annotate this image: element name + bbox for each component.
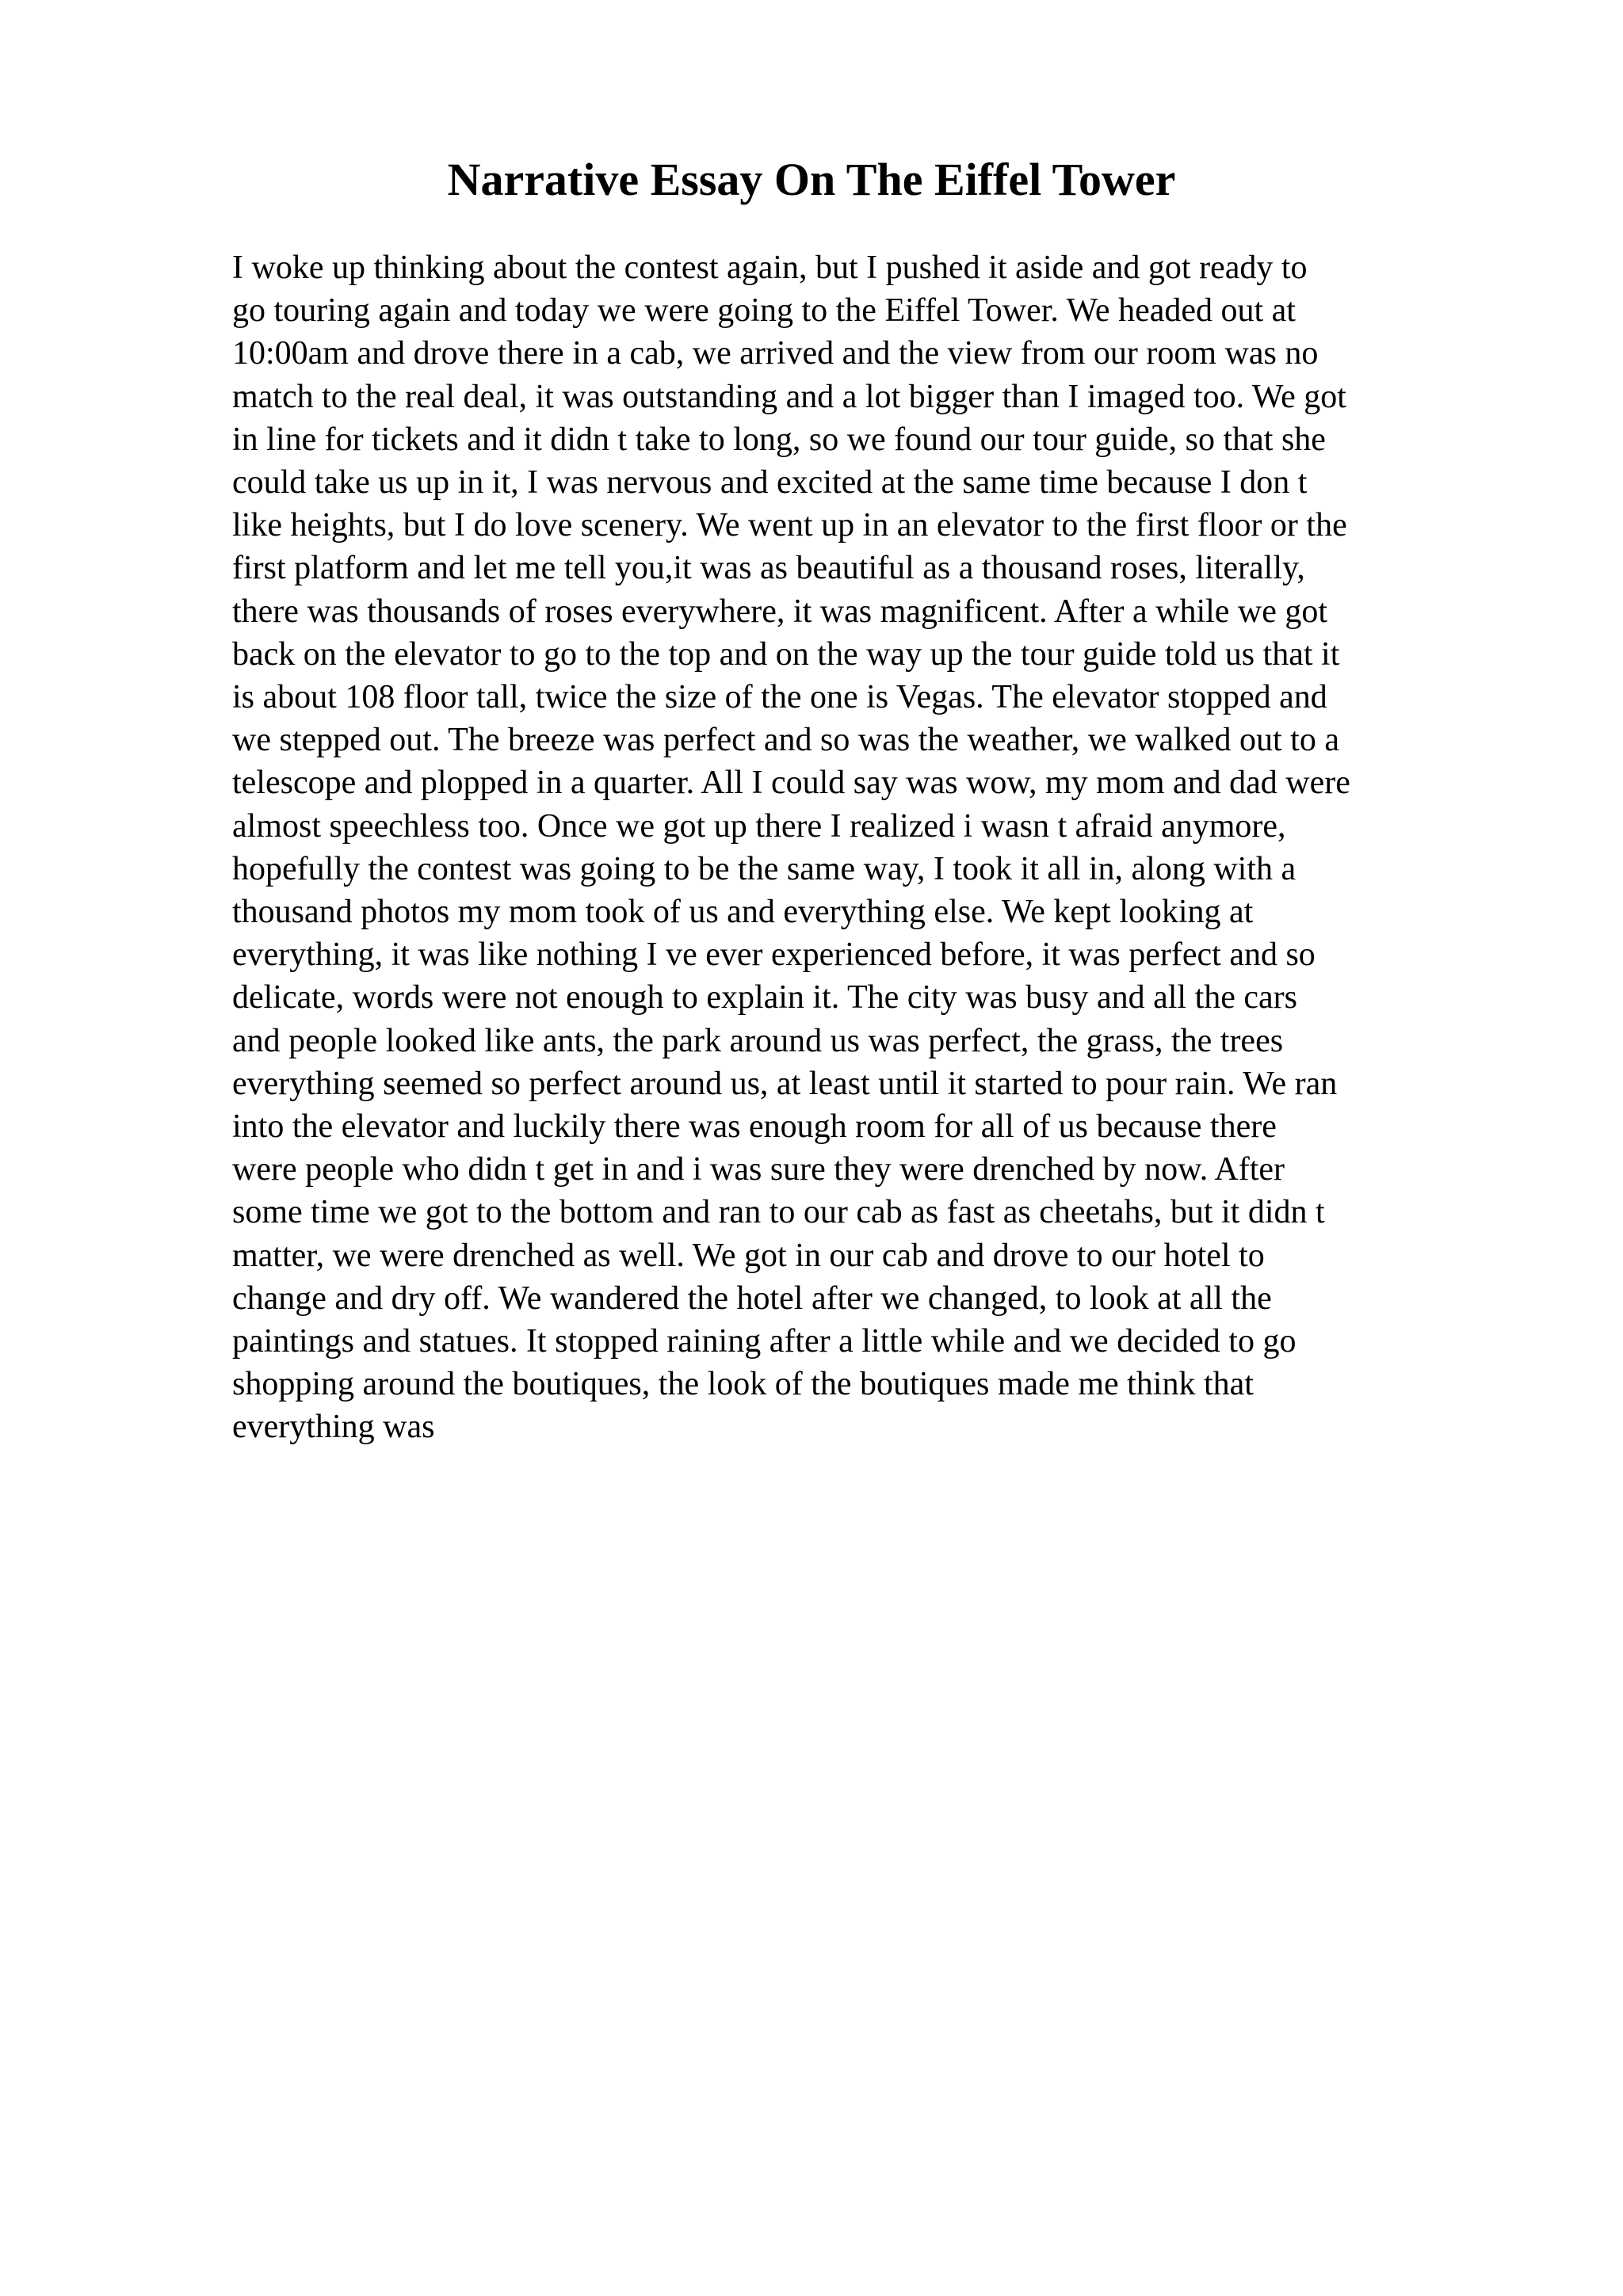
essay-line: match to the real deal, it was outstanding and a lot bigger than I imaged too. We got (232, 378, 1346, 415)
essay-line: in line for tickets and it didn t take to long, so we found our tour guide, so that she (232, 421, 1326, 458)
essay-line: like heights, but I do love scenery. We went up in an elevator to the first floor or the (232, 507, 1347, 544)
essay-line: 10:00am and drove there in a cab, we arrived and the view from our room was no (232, 335, 1319, 372)
essay-line: everything seemed so perfect around us, at least until it started to pour rain. We ran (232, 1065, 1338, 1102)
essay-line: I woke up thinking about the contest again, but I pushed it aside and got ready to (232, 250, 1308, 286)
essay-line: into the elevator and luckily there was enough room for all of us because there (232, 1108, 1277, 1146)
essay-line: delicate, words were not enough to explain it. The city was busy and all the cars (232, 979, 1297, 1016)
essay-line: first platform and let me tell you,it was as beautiful as a thousand roses, literally, (232, 550, 1305, 587)
essay-line: back on the elevator to go to the top and on the way up the tour guide told us that it (232, 635, 1340, 673)
essay-line: and people looked like ants, the park around us was perfect, the grass, the trees (232, 1022, 1284, 1059)
essay-line: could take us up in it, I was nervous and excited at the same time because I don t (232, 464, 1308, 502)
essay-line: we stepped out. The breeze was perfect and so was the weather, we walked out to a (232, 722, 1339, 759)
essay-line: go touring again and today we were going to the Eiffel Tower. We headed out at (232, 292, 1296, 330)
essay-line: telescope and plopped in a quarter. All I could say was wow, my mom and dad were (232, 765, 1350, 802)
essay-line: is about 108 floor tall, twice the size of the one is Vegas. The elevator stopped and (232, 679, 1327, 716)
essay-line: some time we got to the bottom and ran to our cab as fast as cheetahs, but it didn t (232, 1194, 1325, 1231)
essay-line: shopping around the boutiques, the look of the boutiques made me think that (232, 1366, 1254, 1403)
essay-line: were people who didn t get in and i was sure they were drenched by now. After (232, 1151, 1285, 1188)
essay-line: paintings and statues. It stopped raining after a little while and we decided to go (232, 1323, 1296, 1360)
essay-line: almost speechless too. Once we got up there I realized i wasn t afraid anymore, (232, 807, 1286, 845)
essay-line: there was thousands of roses everywhere, it was magnificent. After a while we got (232, 593, 1328, 630)
essay-line: everything, it was like nothing I ve ever experienced before, it was perfect and so (232, 936, 1316, 974)
essay-line: hopefully the contest was going to be the same way, I took it all in, along with a (232, 850, 1296, 887)
essay-line: change and dry off. We wandered the hotel after we changed, to look at all the (232, 1280, 1272, 1317)
essay-body (232, 246, 1579, 1449)
essay-line: thousand photos my mom took of us and everything else. We kept looking at (232, 894, 1254, 931)
document-title: Narrative Essay On The Eiffel Tower (447, 154, 1176, 205)
essay-line: everything was (232, 1409, 435, 1446)
essay-line: matter, we were drenched as well. We got in our cab and drove to our hotel to (232, 1237, 1265, 1274)
